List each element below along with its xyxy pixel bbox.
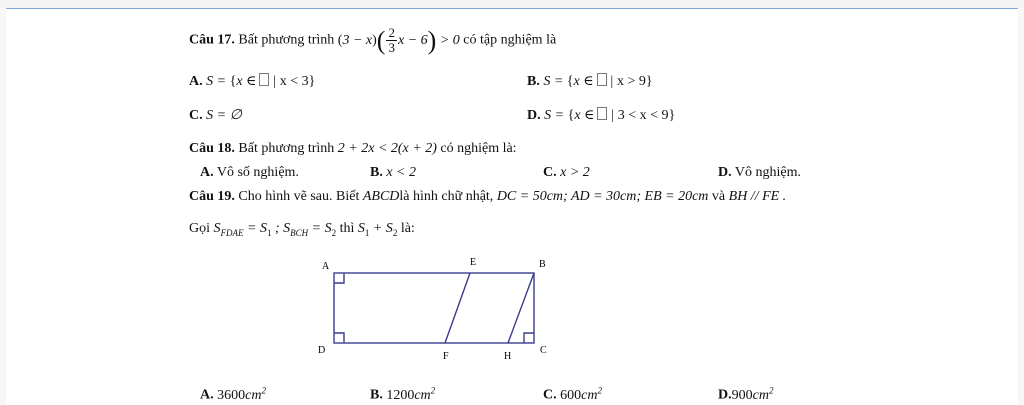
right-margin: [1018, 8, 1024, 405]
point-h-label: H: [504, 351, 512, 362]
point-f-label: F: [443, 351, 449, 362]
q18-option-d[interactable]: D. Vô nghiệm.: [718, 165, 801, 180]
q19-option-a[interactable]: A. $3600cm^2$: [200, 385, 266, 403]
q19-option-c[interactable]: C. $600cm^2$: [543, 385, 602, 403]
left-margin: [0, 8, 6, 405]
point-b-label: B: [539, 259, 546, 270]
q18-option-b[interactable]: B. x < 2: [370, 165, 417, 180]
q18-text: Bất phương trình: [238, 141, 335, 156]
q18-stem: [189, 140, 517, 158]
missing-glyph-icon: [597, 107, 607, 120]
right-angle-d: [334, 333, 344, 343]
right-angle-a: [334, 273, 344, 283]
q17-text: Bất phương trình: [238, 32, 335, 48]
point-c-label: C: [540, 345, 547, 356]
q18-suffix: có nghiệm là:: [440, 141, 517, 156]
q18-inequality: 2 + 2x < 2(x + 2): [337, 141, 437, 156]
q19-figure: [310, 252, 560, 367]
q19-option-b[interactable]: B. $1200cm^2$: [370, 385, 436, 403]
q17-stem: [189, 26, 556, 55]
missing-glyph-icon: [597, 73, 607, 86]
window-top-bar: [0, 0, 1024, 9]
q19-stem-line2: Gọi $S_{FDAE} = S_1$ ; $S_{BCH} = S_2$ thì $S_1 + S_2$ là:: [189, 221, 415, 238]
q17-fraction: $\frac{2}{3}$: [388, 25, 395, 55]
q17-option-b[interactable]: B. S = {x ∈ | x > 9}: [527, 74, 653, 89]
q19-option-d[interactable]: $D.900cm^2$: [718, 385, 774, 403]
q19-stem: Câu 19. Cho hình vẽ sau. Biết ABCDlà hình chữ nhật, DC = 50cm; AD = 30cm; EB = 20cm và BH // FE .: [189, 189, 787, 204]
q19-label: Câu 19.: [189, 189, 235, 204]
point-e-label: E: [470, 257, 477, 268]
rectangle-abcd: [334, 273, 534, 343]
q17-inequality: (3 − x)( $\frac{2}{3}$ x − 6) > 0: [337, 25, 464, 55]
point-a-label: A: [322, 261, 330, 272]
point-d-label: D: [318, 345, 326, 356]
right-angle-c: [524, 333, 534, 343]
q18-option-a[interactable]: A. Vô số nghiệm.: [200, 165, 299, 180]
q18-label: Câu 18.: [189, 141, 235, 156]
q17-label: Câu 17.: [189, 32, 235, 48]
q17-option-a[interactable]: A. S = {x ∈ | x < 3}: [189, 74, 316, 89]
q17-option-c[interactable]: C. S = ∅: [189, 108, 242, 123]
missing-glyph-icon: [259, 73, 269, 86]
segment-ef: [445, 273, 470, 343]
q17-option-d[interactable]: D. S = {x ∈ | 3 < x < 9}: [527, 108, 676, 123]
q17-suffix: có tập nghiệm là: [463, 32, 557, 48]
q18-option-c[interactable]: C. x > 2: [543, 165, 590, 180]
